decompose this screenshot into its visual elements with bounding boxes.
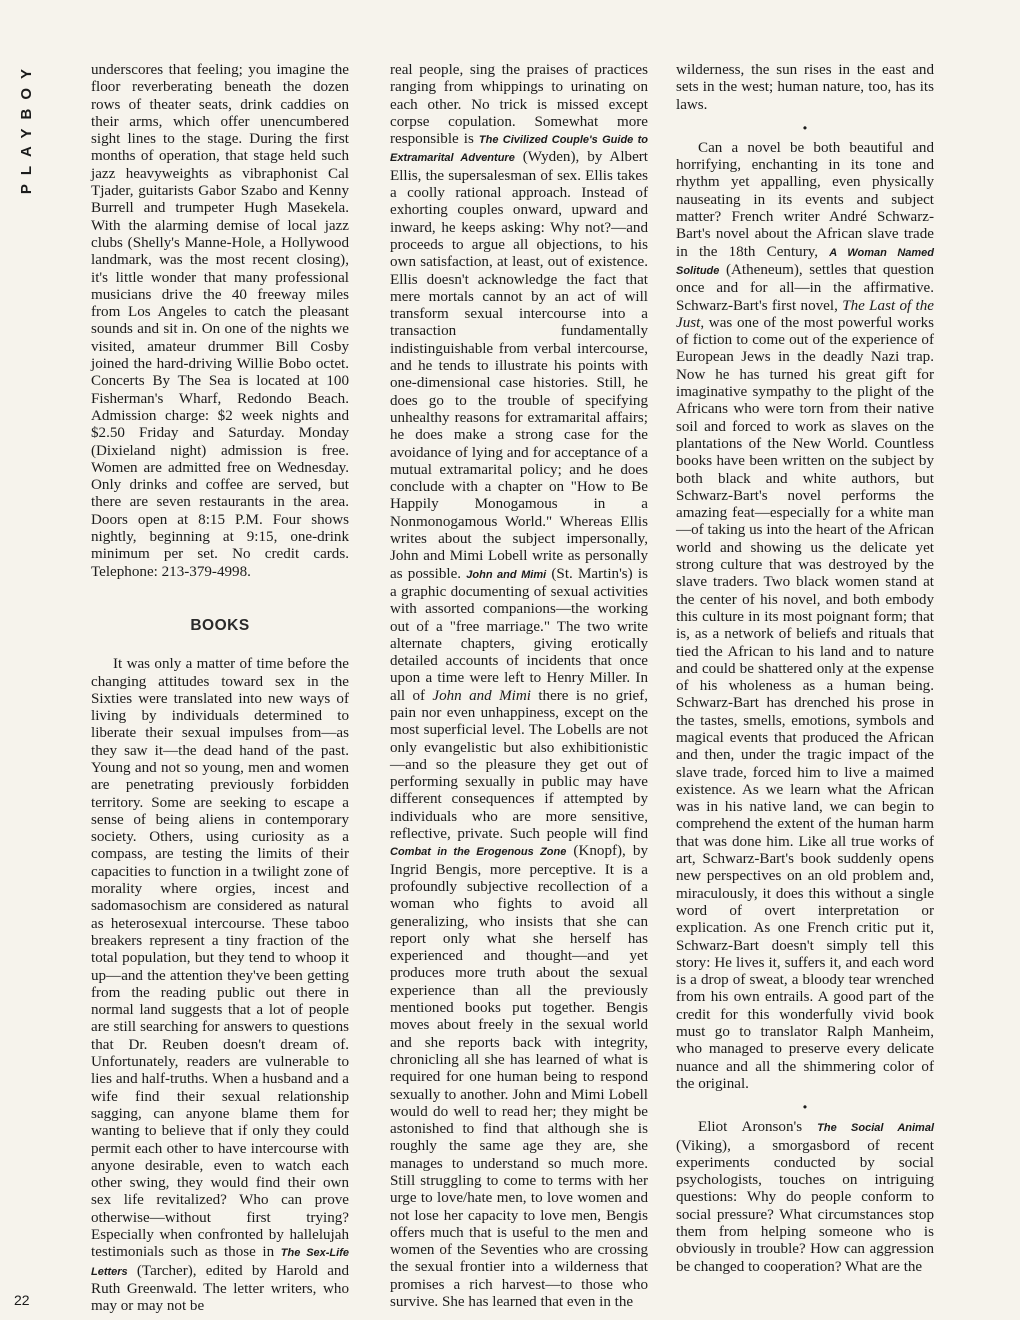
section-separator: • [802,120,808,135]
text-run: Can a novel be both beautiful and horrifying, enchanting in its tone and rhythm yet appalling, even physically nauseating in its events and subject matter? French writer André Schwarz-Bart's novel about the African slave trade in the 18th Century, [676,139,934,260]
text-run: real people, sing the praises of practices ranging from whippings to urinating on each other. No trick is missed except corpse copulation. Somewhat more responsible is [390,62,648,148]
book-title: John and Mimi [466,568,547,581]
book-title: A Woman Named Solitude [676,246,934,277]
book-title: John and Mimi [432,687,531,704]
column-3 [676,62,934,1276]
books-review-intro [91,656,349,1315]
text-run: (Viking), a smorgasbord of recent experiments conducted by social psychologists, touches on intriguing questions: Why do people conform to social pressure? What circumstances stop them from helping someone who is obviously in trouble? How can aggression be changed to cooperation? What are the [676,1137,934,1275]
masthead: PLAYBOY [18,60,35,195]
book-title: Combat in the Erogenous Zone [390,846,567,859]
page-number: 22 [14,1292,30,1308]
text-run: (Atheneum), settles that question once and for all—in the affirmative. Schwarz-Bart's first novel, [676,261,934,314]
text-run: , was one of the most powerful works of fiction to come out of the experience of European Jews in the deadly Nazi trap. Now he has turned his great gift for imaginative sympathy to the plight of the Africans who were torn from their native soil and forced to work as slaves on the plantations of the New World. Countless books have been written on the subject by both black and white authors, but Schwarz-Bart's novel performs the amazing feat—especially for a white man—of taking us into the heart of the African world and showing us the delicate yet strong culture that was destroyed by the slave traders. Two black women stand at the center of his novel, and both embody this culture in its most poignant form; that is, as a network of beliefs and rituals that tied the African to his land and to nature and could be shattered only at the expense of his wholeness as a human being. Schwarz-Bart has drenched his prose in the tastes, smells, emotions, symbols and magical events that produced the African and then, under the tragic impact of the slave trade, forced him to live a maimed existence. As we learn what the African was in his native land, we can begin to comprehend the extent of the human harm that was done him. Like all true works of art, Schwarz-Bart's book suddenly opens new perspectives on an old problem and, miraculously, it does this without a single word of overt interpretation or explication. As one French critic put it, Schwarz-Bart doesn't simply tell this story: He lives it, suffers it, and each word is a drop of sweat, a bloody tear wrenched from his own entrails. A good part of the credit for this wonderfully vivid book must go to translator Ralph Manheim, who managed to preserve every delicate nuance and all the shimmering color of the original. [676,314,934,1092]
column-2 [390,62,648,1311]
text-run: there is no grief, pain nor even unhappiness, except on the most superficial level. The Lobells are not only evangelistic but also exhibitionistic—and so the pleasure they get out of performing sexually in public may have different consequences if attempted by individuals who are more sensitive, reflective, private. Such people will find [390,687,649,843]
book-title: The Sex-Life Letters [91,1247,349,1278]
book-title: The Social Animal [817,1122,934,1135]
text-run: (Wyden), by Albert Ellis, the supersalesman of sex. Ellis takes a coolly rational approach. Instead of exhorting couples onward, upward and inward, he keeps asking: Why not?—and proceeds to argue all objections, to his own satisfaction, at least, out of existence. Ellis doesn't acknowledge the fact that mere mortals cannot by an act of will transform sexual intercourse into a transaction fundamentally indistinguishable from verbal intercourse, and he tends to illustrate his points with one-dimensional case histories. Still, he does go to the trouble of specifying unhealthy reasons for extramarital affairs; he does make a strong case for the avoidance of lying and for acceptance of a mutual extramarital policy; and he does conclude with a chapter on "How to Be Happily Monogamous in a Nonmonogamous World." Whereas Ellis writes about the subject impersonally, John and Mimi Lobell write as personally as possible. [390,149,648,582]
section-separator: • [802,1100,808,1115]
section-heading-books: BOOKS [190,616,250,634]
books-review-continued [390,62,648,1311]
social-animal-review [676,1119,934,1276]
text-run: Eliot Aronson's [698,1119,818,1136]
book-title: The Civilized Couple's Guide to Extramarital Adventure [390,134,648,165]
book-title: The Last of the Just [676,297,935,331]
solitude-review [676,140,934,1093]
nightclub-review-end: underscores that feeling; you imagine the floor reverberating beneath the dozen rows of theater seats, drink caddies on their arms, which offer unencumbered sight lines to the stage. During the first months of operation, that stage held such jazz heavyweights as vibraphonist Cal Tjader, guitarists Gabor Szabo and Kenny Burrell and trumpeter Hugh Masekela. With the alarming demise of local jazz clubs (Shelly's Manne-Hole, a Hollywood landmark, was the most recent closing), it's little wonder that many professional musicians drive the 40 freeway miles from Los Angeles to catch the pleasant sounds and sit in. On one of the nights we visited, amateur drummer Bill Cosby joined the hard-driving Willie Bobo octet. Concerts By The Sea is located at 100 Fisherman's Wharf, Redondo Beach. Admission charge: $2 week nights and $2.50 Friday and Saturday. Monday (Dixieland night) admission is free. Women are admitted free on Wednesday. Only drinks and coffee are served, but there are seven restaurants in the area. Doors open at 8:15 P.M. Four shows nightly, beginning at 9:15, one-drink minimum per set. No credit cards. Telephone: 213-379-4998. [91,62,349,580]
books-review-conclusion: wilderness, the sun rises in the east and sets in the west; human nature, too, has its laws. [676,62,934,113]
text-run: (Knopf), by Ingrid Bengis, more perceptive. It is a profoundly subjective recollection of a woman who fights to avoid all generalizing, who insists that she can report only what she herself has experienced and thought—and yet produces more truth about the sexual experience than all the previously mentioned books put together. Bengis moves about freely in the sexual world and she reports back with integrity, chronicling all she has learned of what is required for one human being to respond sexually to another. John and Mimi Lobell would do well to read her; they might be astonished to find that although she is roughly the same age they are, she manages to understand so much more. Still struggling to come to terms with her urge to love/hate men, to love women and not lose her capacity to love men, Bengis offers much that is useful to the men and women of the Seventies who are crossing the sexual frontier into a wilderness that promises a rich harvest—to those who survive. She has learned that even in the [390,843,648,1311]
text-run: (Tarcher), edited by Harold and Ruth Greenwald. The letter writers, who may or may not be [91,1262,349,1315]
text-run: It was only a matter of time before the changing attitudes toward sex in the Sixties were translated into new ways of living by individuals determined to liberate their sexual impulses from—as they saw it—the dead hand of the past. Young and not so young, men and women are penetrating previously forbidden territory. Some are seeking to escape a sense of being aliens in contemporary society. Others, using curiosity as a compass, are testing the limits of their capacities to function in a twilight zone of morality where orgies, incest and sadomasochism are considered as natural as heterosexual intercourse. These taboo breakers represent a tiny fraction of the total population, but they tend to whoop it up—and the attention they've been getting from the reading public out there in normal land suggests that a lot of people are still searching for answers to questions that Dr. Reuben doesn't dream of. Unfortunately, readers are vulnerable to lies and half-truths. When a husband and a wife find their sexual relationship sagging, can anyone blame them for wanting to believe that if only they could permit each other to have intercourse with anyone desirable, even to watch each other swing, they would find their own sex life revitalized? Who can prove otherwise—without first trying? Especially when confronted by hallelujah testimonials such as those in [91,656,349,1261]
text-run: (St. Martin's) is a graphic documenting of sexual activities with assorted companions—the working out of a "free marriage." The two write alternate chapters, giving erotically detailed accounts of incidents that once upon a time were left to Henry Miller. In all of [390,565,648,704]
column-1 [91,62,349,1315]
